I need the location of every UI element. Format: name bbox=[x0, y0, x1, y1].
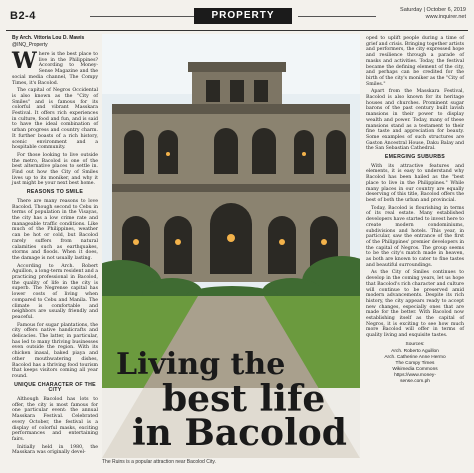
article-column-left bbox=[12, 48, 98, 458]
headline-line-1: Living the bbox=[116, 347, 286, 382]
contributor-handle: @INQ_Property bbox=[12, 42, 48, 48]
photo-caption: The Ruins is a popular attraction near Bacolod City. bbox=[102, 459, 216, 465]
subhead-unique: UNIQUE CHARACTER OF THE CITY bbox=[14, 381, 96, 394]
paragraph: The capital of Negros Occidental is also known as the "City of Smiles" and is famous for its colorful and vibrant Masskara Festival. It offers rich experiences in culture, food and fun, and is said to have the ideal combination of urban progress and country charm. It further boasts of a rich history, scenic environment and a hospitable community. bbox=[12, 88, 98, 151]
subhead-reasons: REASONS TO SMILE bbox=[26, 189, 84, 196]
page-header bbox=[6, 6, 468, 28]
paragraph: Famous for sugar plantations, the city offers native handicrafts and delicacies. The latter, in particular, has led to many thriving businesses even outside the region. With its chicken inasal, baked piaya and other mouthwatering dishes, Bacolod has a thriving food tourism that keeps visitors coming all year round. bbox=[12, 322, 98, 379]
source-item: Arch. Roberto Aguillon bbox=[391, 348, 439, 354]
paragraph: Apart from the Masskara Festival, Bacolod is also known for its heritage houses and churches. Prominent sugar barons of the past century built lavish mansions in their power to display wealth and power. Today, many of these mansions stand as a testament to their fine taste and appreciation for beauty. Some examples of such structures are Gaston Ancestral House, Daku Balay and the San Sebastian Cathedral. bbox=[366, 89, 464, 152]
sources-title: Sources: bbox=[405, 341, 425, 347]
paragraph: Initially held in 1980, the Masskara was originally devel- bbox=[12, 444, 98, 456]
paragraph: As the City of Smiles continues to develop in the coming years, let us hope that Bacolod's rich character and culture will continue to be preserved amid modern advancements. Despite its rich history, the city appears ready to accept new changes, especially ones that are made for the better. With Bacolod now establishing itself as the capital of Negros, it is exciting to see how much more Bacolod will offer in terms of quality living and exquisite tastes. bbox=[366, 270, 464, 339]
mansion-cornice bbox=[112, 104, 350, 114]
sources-block bbox=[366, 342, 464, 385]
source-item: https://www.money- bbox=[394, 372, 436, 378]
source-item: sense.com.ph bbox=[400, 378, 430, 384]
paragraph: oped to uplift people during a time of grief and crisis. Bringing together artists and performers, the city expressed hope and resilience through a parade of masks and activities. Today, the festival became the defining element of the city, and perhaps can be credited for the birth of the city's moniker as the "City of Smiles." bbox=[366, 36, 464, 87]
paragraph: According to Arch. Robert Aguillon, a long-term resident and a practicing professional in Bacolod, the quality of life in the city is superb. The Negrense capital has lower costs of living when compared to Cebu and Manila. The climate is comfortable and neighbors are usually friendly and peaceful. bbox=[12, 263, 98, 320]
author: By Arch. Vittoria Lou D. Mawis bbox=[12, 35, 85, 41]
header-divider bbox=[6, 30, 468, 31]
headline-line-2: best life bbox=[162, 378, 326, 420]
paragraph: There are many reasons to love Bacolod. Though second to Cebu in terms of population in the Visayas, the city has a low crime rate and manageable traffic conditions. Like much of the Philippines, weather can be hot or cold, but Bacolod rarely suffers from natural calamities such as earthquakes, storms and floods. When it does, the damage is not usually lasting. bbox=[12, 198, 98, 261]
paragraph: For those looking to live outside the metro, Bacolod is one of the best alternative places to settle in. Find out how the City of Smiles lives up to its moniker, and why it just might be your next best home. bbox=[12, 152, 98, 187]
header-rule-right bbox=[298, 16, 376, 17]
article-column-right bbox=[366, 36, 464, 385]
mansion-balcony bbox=[112, 184, 350, 192]
paragraph: Today, Bacolod is flourishing in terms of its real estate. Many established developers have started to invest here to create modern condominiums, subdivisions and hotels. This year, in particular, saw the entrance of the first of the Philippines' premier developers in the capital of Negros. The group seems to be the city's match made in heaven, as both are known to cater to fine tastes and beautiful surroundings. bbox=[366, 205, 464, 268]
website-text: www.inquirer.net bbox=[425, 14, 466, 20]
dateline bbox=[400, 7, 466, 21]
source-item: Wikimedia Commons bbox=[392, 366, 438, 372]
subhead-emerging-suburbs: EMERGING SUBURBS bbox=[384, 154, 446, 161]
paragraph: Although Bacolod has lots to offer, the city is most famous for one particular event: the annual Masskara Festival. Celebrated every October, the festival is a display of colorful masks, exciting performances and entertaining fairs. bbox=[12, 397, 98, 442]
intro-text: here is the best place to live in the Philippines? According to Money-Sense Magazine and the social media channel, The Compy Times, it's Bacolod. bbox=[12, 52, 98, 86]
headline-line-3: in Bacolod bbox=[132, 412, 347, 454]
intro-paragraph bbox=[12, 48, 98, 86]
headline bbox=[116, 347, 356, 454]
byline bbox=[12, 35, 98, 49]
date-text: Saturday | October 6, 2019 bbox=[400, 7, 466, 13]
section-name: PROPERTY bbox=[194, 8, 292, 24]
section-code: B2-4 bbox=[10, 10, 36, 22]
source-item: Arch. Catherine Anne Hermo bbox=[384, 354, 446, 360]
drop-cap: W bbox=[12, 48, 37, 74]
mansion-parapet bbox=[188, 62, 286, 72]
paragraph: With its attractive features and elements, it is easy to understand why Bacolod has been hailed as the "best place to live in the Philippines." While many places in our country are equally deserving of this title, Bacolod offers the best of both the urban and provincial. bbox=[366, 163, 464, 203]
source-item: The Compy Times bbox=[395, 360, 435, 366]
